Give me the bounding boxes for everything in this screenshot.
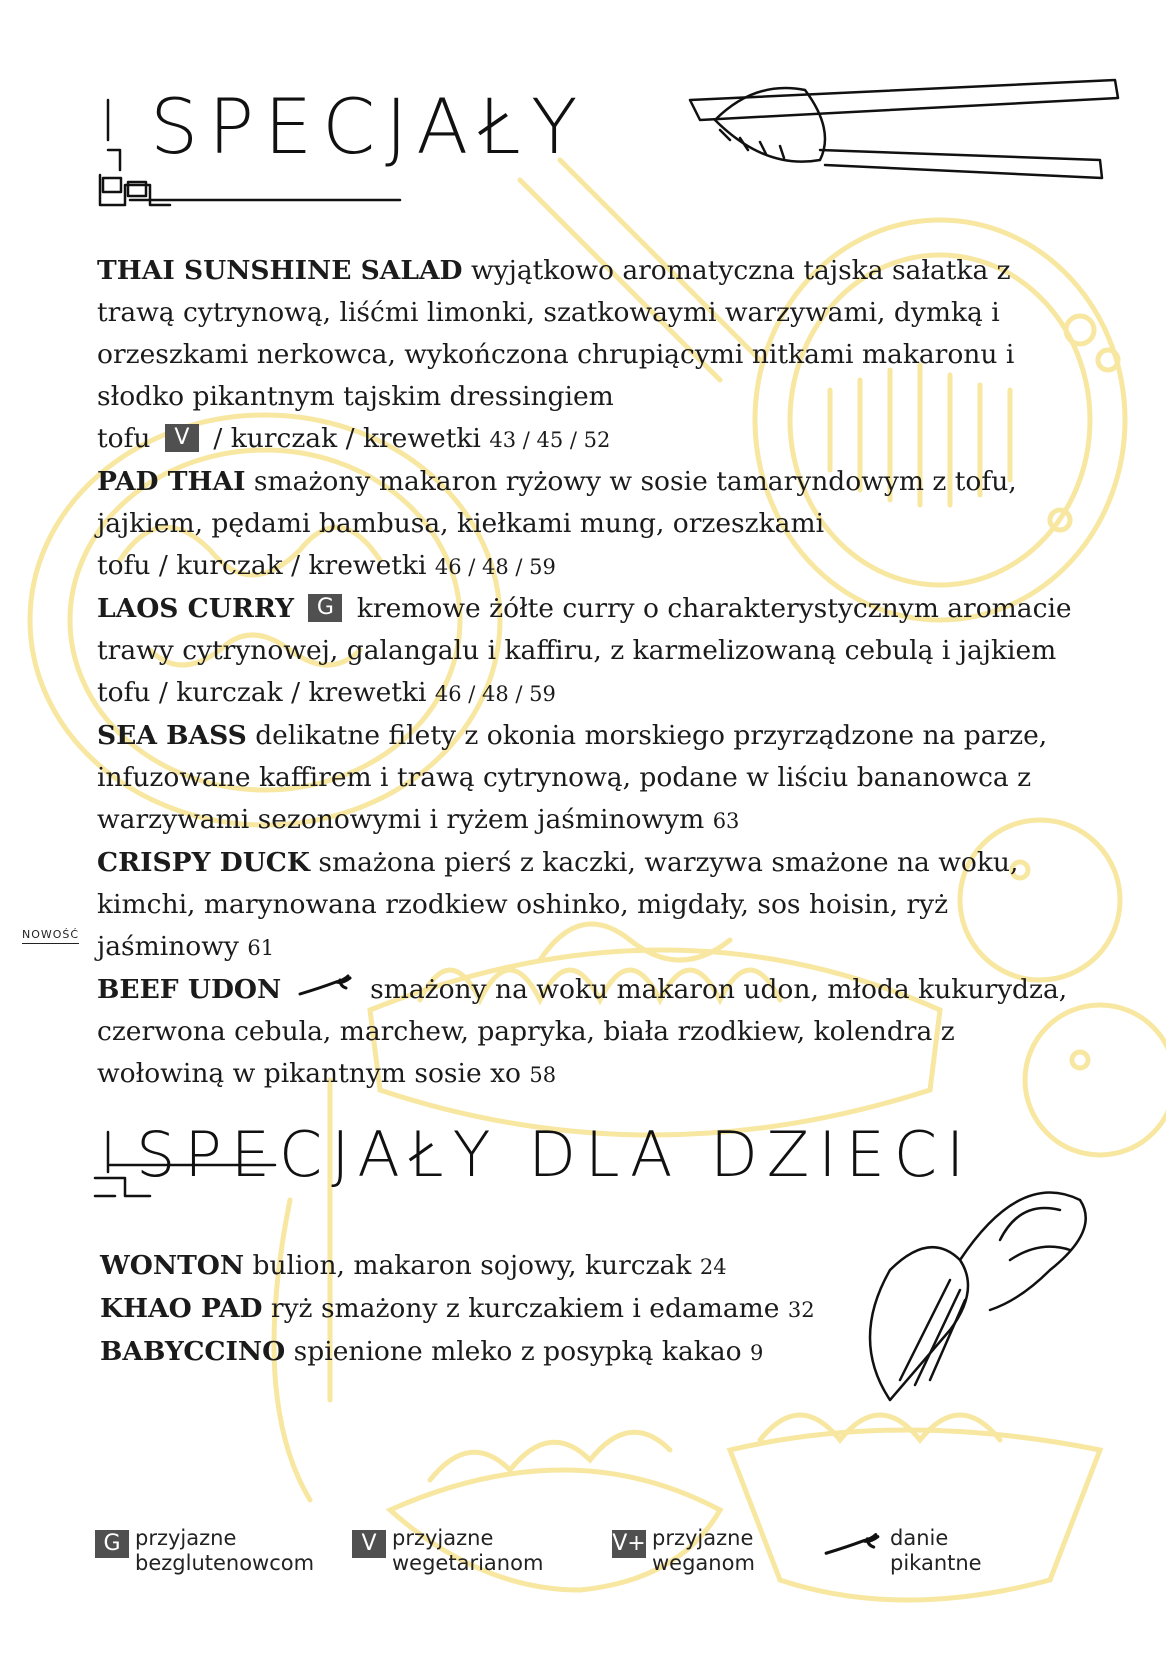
menu-item [100, 1245, 860, 1288]
menu-item [97, 588, 1077, 715]
menu-item [97, 969, 1077, 1096]
legend-label-line: przyjazne [652, 1526, 754, 1550]
gluten-free-badge: G [95, 1530, 129, 1558]
dish-description: ryż smażony z kurczakiem i edamame [270, 1293, 780, 1324]
tongs-icon [690, 80, 1118, 178]
new-item-label: NOWOŚĆ [22, 928, 79, 944]
legend-label-line: pikantne [890, 1551, 982, 1575]
menu-item [97, 250, 1077, 461]
vegetarian-badge: V [165, 424, 199, 452]
dish-options: tofu / kurczak / krewetki [97, 677, 427, 708]
dish-price: 46 / 48 / 59 [434, 555, 556, 579]
dish-name: SEA BASS [97, 720, 247, 751]
gluten-free-badge: G [308, 594, 342, 622]
vegan-badge: V+ [612, 1531, 646, 1556]
dish-price: 43 / 45 / 52 [489, 428, 611, 452]
menu-item [100, 1331, 860, 1374]
dish-options: tofu / kurczak / krewetki [97, 550, 427, 581]
spoon-icon [870, 1193, 1086, 1401]
dish-description: bulion, makaron sojowy, kurczak [252, 1250, 692, 1281]
legend-label [890, 1526, 1090, 1576]
dish-price: 58 [529, 1063, 557, 1087]
dish-price: 32 [787, 1298, 815, 1322]
menu-item [97, 842, 1077, 969]
legend-label [392, 1526, 592, 1576]
dish-name: PAD THAI [97, 466, 246, 497]
dish-description: spienione mleko z posypką kakao [293, 1336, 742, 1367]
dish-name: LAOS CURRY [97, 593, 294, 624]
dish-description: smażony makaron ryżowy w sosie tamaryndowym z tofu, jajkiem, pędami bambusa, kiełkami mung, orzeszkami [97, 466, 1017, 539]
dish-name: KHAO PAD [100, 1293, 263, 1324]
legend-label-line: danie [890, 1526, 949, 1550]
dish-price: 63 [712, 809, 740, 833]
chili-icon [822, 1530, 884, 1562]
dish-name: BEEF UDON [97, 974, 282, 1005]
legend-vegetarian [352, 1526, 592, 1576]
dish-name: BABYCCINO [100, 1336, 286, 1367]
dish-description: wyjątkowo aromatyczna tajska sałatka z trawą cytrynową, liśćmi limonki, szatkowaymi warzywami, dymką i orzeszkami nerkowca, wykończona chrupiącymi nitkami makaronu i słodko pikantnym tajskim dressingiem [97, 255, 1015, 412]
specials-menu [97, 250, 1077, 1096]
legend-spicy [822, 1526, 1090, 1576]
page-title: SPECJAŁY [150, 82, 588, 171]
menu-item [100, 1288, 860, 1331]
chili-icon [296, 974, 356, 1000]
dish-name: WONTON [100, 1250, 245, 1281]
dish-name: THAI SUNSHINE SALAD [97, 255, 463, 286]
dish-description: smażona pierś z kaczki, warzywa smażone na woku, kimchi, marynowana rzodkiew oshinko, migdały, sos hoisin, ryż jaśminowy [97, 847, 1019, 962]
dish-name: CRISPY DUCK [97, 847, 310, 878]
legend [0, 1526, 1166, 1586]
legend-label-line: bezglutenowcom [135, 1551, 315, 1575]
dish-description: kremowe żółte curry o charakterystycznym aromacie trawy cytrynowej, galangalu i kaffiru, z karmelizowaną cebulą i jajkiem [97, 593, 1072, 666]
vegetarian-badge: V [352, 1530, 386, 1558]
kids-menu [100, 1245, 860, 1374]
dish-options: / kurczak / krewetki [213, 423, 481, 454]
dish-price: 61 [247, 936, 275, 960]
dish-description: smażony na woku makaron udon, młoda kukurydza, czerwona cebula, marchew, papryka, biała rzodkiew, kolendra z wołowiną w pikantnym sosie xo [97, 974, 1068, 1089]
legend-label [135, 1526, 335, 1576]
dish-description: delikatne filety z okonia morskiego przyrządzone na parze, infuzowane kaffirem i trawą cytrynową, podane w liściu bananowca z warzywami sezonowymi i ryżem jaśminowym [97, 720, 1048, 835]
legend-label-line: weganom [652, 1551, 755, 1575]
legend-vegan [612, 1526, 852, 1576]
menu-item [97, 461, 1077, 588]
kids-section-title: SPECJAŁY DLA DZIECI [136, 1118, 974, 1191]
legend-gluten-free [95, 1526, 335, 1576]
dish-price: 46 / 48 / 59 [434, 682, 556, 706]
legend-label-line: przyjazne [135, 1526, 237, 1550]
dish-price: 9 [750, 1341, 764, 1365]
dish-price: 24 [699, 1255, 727, 1279]
legend-label-line: wegetarianom [392, 1551, 544, 1575]
legend-label-line: przyjazne [392, 1526, 494, 1550]
dish-option: tofu [97, 423, 151, 454]
menu-item [97, 715, 1077, 842]
